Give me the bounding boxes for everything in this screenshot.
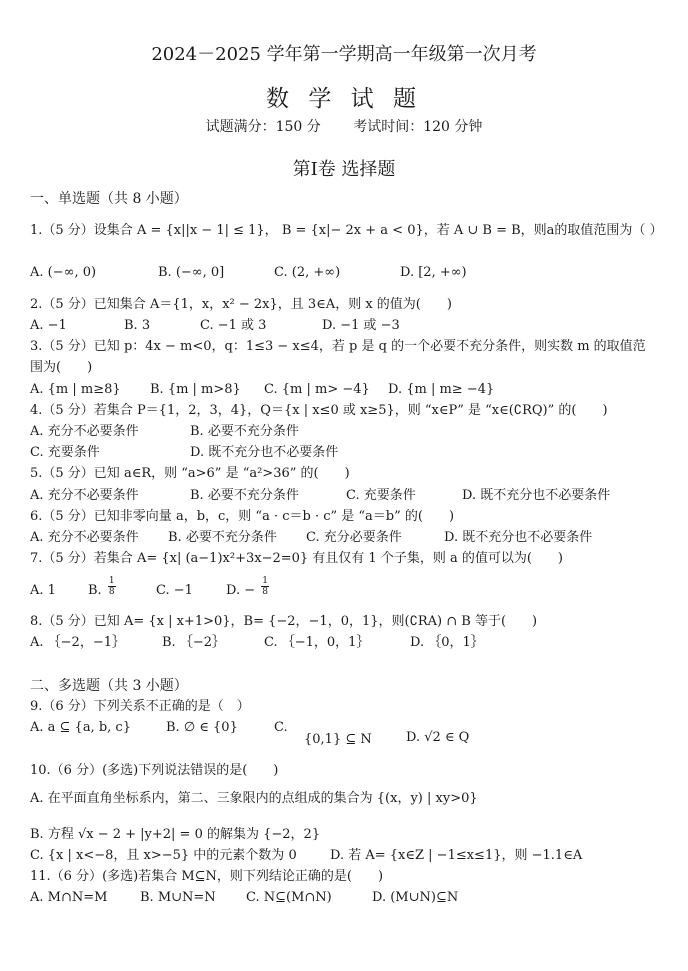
- section-heading-single: 一、单选题（共 8 小题）: [30, 191, 188, 207]
- q11-option-b: B. M∪N=N: [140, 890, 216, 905]
- question-2-stem: 2.（5 分）已知集合 A＝{1，x，x² − 2x}，且 3∈A，则 x 的值为( ): [30, 297, 452, 312]
- q11-option-d: D. (M∪N)⊆N: [372, 890, 459, 905]
- q11-option-c: C. N⊆(M∩N): [246, 890, 332, 905]
- question-6-stem: 6.（5 分）已知非零向量 a，b，c，则 “a · c＝b · c” 是 “a＝b” 的( ): [30, 509, 455, 524]
- full-score: 试题满分：150 分: [205, 119, 321, 135]
- q4-option-d: D. 既不充分也不必要条件: [190, 445, 339, 460]
- q4-option-b: B. 必要不充分条件: [190, 424, 299, 439]
- q4-option-c: C. 充要条件: [30, 445, 100, 460]
- q9-option-c: C.: [274, 720, 288, 735]
- question-4-stem: 4.（5 分）若集合 P＝{1，2，3，4}，Q＝{x | x≤0 或 x≥5}，则 “x∈P” 是 “x∈(∁RQ)” 的( ): [30, 403, 608, 418]
- q6-option-b: B. 必要不充分条件: [168, 530, 277, 545]
- question-8-stem: 8.（5 分）已知 A= {x | x+1>0}，B= {−2，−1，0，1}，则(∁RA) ∩ B 等于( ): [30, 614, 538, 629]
- q9-option-b: B. ∅ ∈ {0}: [166, 720, 238, 735]
- q2-option-d: D. −1 或 −3: [322, 318, 400, 333]
- question-5-stem: 5.（5 分）已知 a∈R，则 “a>6” 是 “a²>36” 的( ): [30, 466, 350, 481]
- exam-info: [0, 116, 688, 136]
- q3-option-a: A. {m | m≥8}: [30, 382, 121, 397]
- q1-option-b: B. (−∞, 0]: [158, 265, 225, 280]
- fraction-denominator: 8: [108, 587, 115, 597]
- q8-option-b: B. ｛−2｝: [162, 635, 225, 650]
- q3-option-d: D. {m | m≥ −4}: [388, 382, 495, 397]
- q10-option-b: B. 方程 √x − 2 + |y+2| = 0 的解集为 {−2，2}: [30, 827, 321, 842]
- q10-option-a: A. 在平面直角坐标系内，第二、三象限内的点组成的集合为 {(x，y) | xy>0}: [30, 791, 478, 806]
- q7-option-d-fraction: [261, 576, 269, 597]
- exam-time: 考试时间：120 分钟: [353, 119, 483, 135]
- q6-option-d: D. 既不充分也不必要条件: [444, 530, 593, 545]
- q2-option-b: B. 3: [124, 318, 151, 333]
- q5-option-a: A. 充分不必要条件: [30, 488, 139, 503]
- question-1-stem: 1.（5 分）设集合 A = {x||x − 1| ≤ 1}， B = {x|− 2x + a < 0}，若 A ∪ B = B，则a的取值范围为（ ）: [30, 223, 663, 238]
- q9-option-a: A. a ⊆ {a, b, c}: [30, 720, 131, 735]
- q7-option-d: [226, 576, 271, 600]
- q1-option-c: C. (2, +∞): [274, 265, 341, 280]
- question-3-stem-cont: 围为( ): [30, 360, 93, 375]
- q8-option-a: A. ｛−2，−1｝: [30, 635, 125, 650]
- q10-option-d: D. 若 A= {x∈Z | −1≤x≤1}，则 −1.1∈A: [330, 848, 583, 863]
- q7-option-d-label: D. −: [226, 583, 256, 598]
- subject-title: 数 学 试 题: [266, 86, 422, 112]
- q9-option-c-expr: {0,1} ⊆ N: [304, 732, 372, 747]
- q9-option-d: D. √2 ∈ Q: [406, 730, 470, 745]
- exam-title: 2024－2025 学年第一学期高一年级第一次月考: [151, 44, 537, 65]
- fraction-numerator: 1: [262, 576, 268, 586]
- question-7-stem: 7.（5 分）若集合 A= {x| (a−1)x²+3x−2=0} 有且仅有 1 个子集，则 a 的值可以为( ): [30, 551, 563, 566]
- q2-option-a: A. −1: [30, 318, 67, 333]
- q7-option-b-fraction: [108, 576, 116, 597]
- q2-option-c: C. −1 或 3: [200, 318, 267, 333]
- q4-option-a: A. 充分不必要条件: [30, 424, 139, 439]
- q7-option-b: [88, 576, 118, 600]
- q11-option-a: A. M∩N=M: [30, 890, 108, 905]
- q5-option-b: B. 必要不充分条件: [190, 488, 299, 503]
- q5-option-d: D. 既不充分也不必要条件: [462, 488, 611, 503]
- q8-option-c: C. ｛−1，0，1｝: [264, 635, 370, 650]
- q6-option-c: C. 充分必要条件: [306, 530, 402, 545]
- q1-option-d: D. [2, +∞): [400, 265, 467, 280]
- q7-option-b-label: B.: [88, 583, 102, 598]
- q7-option-a: A. 1: [30, 583, 56, 598]
- q3-option-c: C. {m | m> −4}: [264, 382, 370, 397]
- question-11-stem: 11.（6 分）(多选)若集合 M⊆N，则下列结论正确的是( ): [30, 869, 384, 884]
- question-10-stem: 10.（6 分）(多选)下列说法错误的是( ): [30, 763, 279, 778]
- q5-option-c: C. 充要条件: [346, 488, 416, 503]
- question-9-stem: 9.（6 分）下列关系不正确的是（ ）: [30, 699, 250, 714]
- q6-option-a: A. 充分不必要条件: [30, 530, 139, 545]
- q10-option-c: C. {x | x<−8，且 x>−5} 中的元素个数为 0: [30, 848, 297, 863]
- fraction-numerator: 1: [108, 576, 115, 586]
- q8-option-d: D. ｛0，1｝: [410, 635, 484, 650]
- question-3-stem: 3.（5 分）已知 p：4x − m<0，q：1≤3 − x≤4，若 p 是 q 的一个必要不充分条件，则实数 m 的取值范: [30, 339, 646, 354]
- part-title: 第Ⅰ卷 选择题: [292, 159, 396, 180]
- fraction-denominator: 8: [262, 587, 268, 597]
- q3-option-b: B. {m | m>8}: [150, 382, 241, 397]
- section-heading-multi: 二、多选题（共 3 小题）: [30, 678, 188, 694]
- q7-option-c: C. −1: [156, 583, 193, 598]
- q1-option-a: A. (−∞, 0): [30, 265, 97, 280]
